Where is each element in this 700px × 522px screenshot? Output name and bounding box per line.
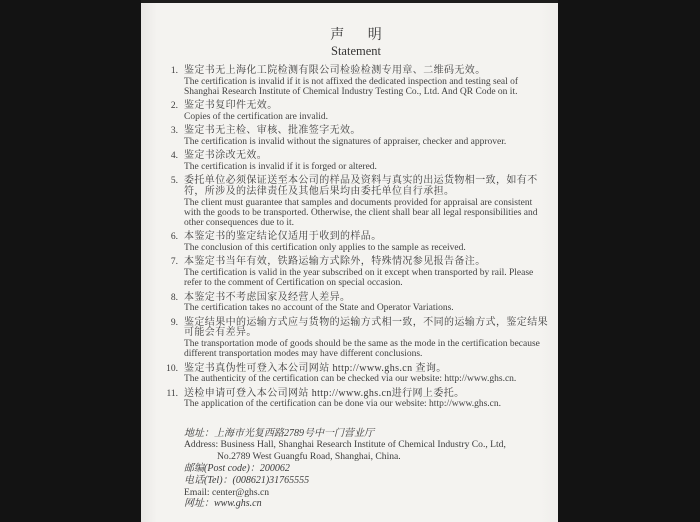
item-number: 5. <box>170 176 178 187</box>
item-text-zh: 鉴定书无上海化工院检测有限公司检验检测专用章、二维码无效。 <box>184 65 486 76</box>
item-text-zh: 送检申请可登入本公司网站 http://www.ghs.cn进行网上委托。 <box>184 387 465 399</box>
statement-item-8 <box>161 293 551 314</box>
item-text-zh: 本鉴定书的鉴定结论仅适用于收到的样品。 <box>184 231 382 243</box>
item-text-en: The transportation mode of goods should be the same as the mode in the certification because different transportation modes may have different conclusions. <box>184 339 540 360</box>
statement-item-9 <box>161 318 551 360</box>
statement-item-11 <box>161 389 551 410</box>
contact-block <box>184 428 551 511</box>
item-number: 10. <box>166 363 178 374</box>
address-en-line1: Address: Business Hall, Shanghai Research Institute of Chemical Industry Co., Ltd, <box>184 439 506 451</box>
item-text-en: The authenticity of the certification can be checked via our website: http://www.ghs.cn. <box>184 374 517 385</box>
item-number: 6. <box>170 232 178 243</box>
item-number: 11. <box>166 388 178 399</box>
item-text-en: Copies of the certification are invalid. <box>184 112 329 122</box>
statement-item-7 <box>161 257 551 288</box>
item-text-en: The certification takes no account of the State and Operator Variations. <box>184 303 454 314</box>
item-text-zh: 本鉴定书不考虑国家及经营人差异。 <box>184 291 351 303</box>
address-en-line2: No.2789 West Guangfu Road, Shanghai, China. <box>217 451 401 463</box>
page-content <box>161 27 551 510</box>
statement-item-4 <box>161 151 551 172</box>
email: Email: center@ghs.cn <box>184 486 270 498</box>
item-number: 8. <box>170 292 178 303</box>
statement-item-5 <box>161 176 551 228</box>
item-text-zh: 鉴定书复印件无效。 <box>184 100 278 112</box>
postcode: 邮编(Post code)：200062 <box>184 463 290 474</box>
item-text-en: The conclusion of this certification only applies to the sample as received. <box>184 243 466 254</box>
item-text-en: The application of the certification can be done via our website: http://www.ghs.cn. <box>184 399 502 410</box>
item-text-en: The certification is invalid if it is forged or altered. <box>184 162 377 172</box>
address-zh: 地址：上海市光复西路2789号中一门营业厅 <box>184 427 374 439</box>
item-text-zh: 鉴定书涂改无效。 <box>184 150 268 162</box>
scanned-statement-page <box>141 3 558 522</box>
item-text-zh: 委托单位必须保证送至本公司的样品及资料与真实的出运货物相一致，如有不符，所涉及的法律责任及其他后果均由委托单位自行承担。 <box>184 175 538 197</box>
statement-list <box>161 66 551 410</box>
statement-item-3 <box>161 126 551 147</box>
item-number: 7. <box>170 257 178 268</box>
item-text-zh: 鉴定结果中的运输方式应与货物的运输方式相一致，不同的运输方式，鉴定结果可能会有差异。 <box>184 316 548 339</box>
statement-item-1 <box>161 66 551 97</box>
item-text-en: The certification is valid in the year subscribed on it except when transported by rail. Please refer to the comment of Certification on special occasion. <box>184 268 534 289</box>
item-number: 1. <box>170 66 178 76</box>
item-text-zh: 本鉴定书当年有效，铁路运输方式除外，特殊情况参见报告备注。 <box>184 256 486 268</box>
item-text-en: The client must guarantee that samples and documents provided for appraisal are consistent with the goods to be transported. Otherwise, the client shall bear all legal responsibilities and other consequences due to it. <box>184 197 538 229</box>
item-text-en: The certification is invalid if it is not affixed the dedicated inspection and testing seal of Shanghai Research Institute of Chemical Industry Testing Co., Ltd. And QR Code on it. <box>184 76 519 97</box>
item-number: 3. <box>170 126 178 137</box>
page-title-zh: 声 明 <box>330 28 382 43</box>
statement-item-6 <box>161 232 551 253</box>
telephone: 电话(Tel)：(008621)31765555 <box>184 474 310 486</box>
item-text-zh: 鉴定书无主检、审核、批准签字无效。 <box>184 125 361 137</box>
statement-item-10 <box>161 364 551 385</box>
item-text-zh: 鉴定书真伪性可登入本公司网站 http://www.ghs.cn 查询。 <box>184 362 447 374</box>
item-number: 4. <box>170 151 178 162</box>
item-text-en: The certification is invalid without the signatures of appraiser, checker and approver. <box>184 137 507 147</box>
page-title-en: Statement <box>331 44 381 58</box>
website: 网址：www.ghs.cn <box>184 498 262 510</box>
item-number: 9. <box>170 317 178 328</box>
item-number: 2. <box>170 101 178 112</box>
statement-item-2 <box>161 101 551 122</box>
